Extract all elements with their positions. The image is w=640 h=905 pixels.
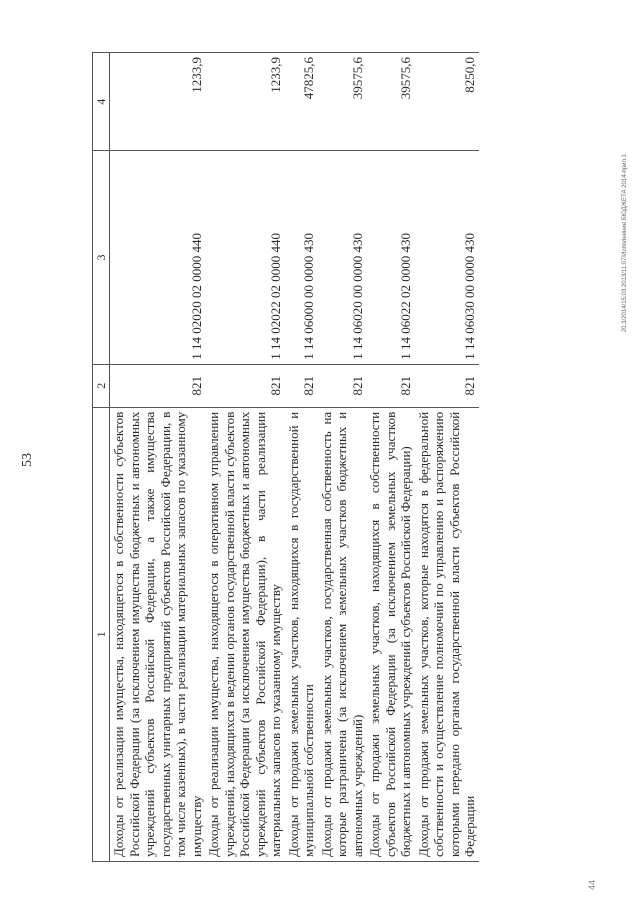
header-col-2: 2 bbox=[93, 364, 110, 407]
row-admin-code: 821 bbox=[415, 364, 479, 407]
row-budget-code: 1 14 06022 02 0000 430 bbox=[366, 151, 415, 364]
row-admin-code: 821 bbox=[318, 364, 367, 407]
row-budget-code: 1 14 02022 02 0000 440 bbox=[205, 151, 285, 364]
table-row bbox=[415, 53, 479, 862]
rotated-page-content bbox=[92, 52, 628, 862]
row-name: Доходы от реализации имущества, находящегося в оперативном управлении учреждений, находящихся в ведении органов государственной власти субъектов Российской Федерации (за исключением имущества бюджетных и автономных учреждений субъектов Российской Федерации), в части реализации материальных запасов по указанному имуществу bbox=[205, 407, 285, 861]
row-amount: 1233,9 bbox=[110, 53, 206, 151]
corner-mark: 44 bbox=[587, 879, 598, 891]
row-amount: 8250,0 bbox=[415, 53, 479, 151]
row-admin-code: 821 bbox=[110, 364, 206, 407]
row-budget-code: 1 14 06030 00 0000 430 bbox=[415, 151, 479, 364]
row-amount: 39575,6 bbox=[366, 53, 415, 151]
row-admin-code: 821 bbox=[285, 364, 318, 407]
header-col-4: 4 bbox=[93, 53, 110, 151]
row-name: Доходы от продажи земельных участков, находящихся в собственности субъектов Российской Федерации (за исключением земельных участков бюджетных и автономных учреждений субъектов Российской Федерации) bbox=[366, 407, 415, 861]
row-budget-code: 1 14 06000 00 0000 430 bbox=[285, 151, 318, 364]
row-name: Доходы от продажи земельных участков, находящихся в государственной и муниципальной собственности bbox=[285, 407, 318, 861]
row-name: Доходы от реализации имущества, находящегося в собственности субъектов Российской Федерации (за исключением имущества бюджетных и автономных учреждений субъектов Российской Федерации, а также имущества государственных унитарных предприятий субъектов Российской Федерации, в том числе казенных), в части реализации материальных запасов по указанному имуществу bbox=[110, 407, 206, 861]
row-amount: 1233,9 bbox=[205, 53, 285, 151]
table-row bbox=[318, 53, 367, 862]
table-row bbox=[285, 53, 318, 862]
footer-file-note: 20.3/2014/15.03.2013/11:07/Исполнение БЮДЖЕТА 2014-прил.1 bbox=[622, 154, 628, 333]
table-row bbox=[205, 53, 285, 862]
table-row bbox=[366, 53, 415, 862]
table-header-row bbox=[93, 53, 110, 862]
revenue-table bbox=[92, 52, 479, 862]
row-name: Доходы от продажи земельных участков, которые находятся в федеральной собственности и осуществление полномочий по управлению и распоряжению которыми передано органам государственной власти субъектов Российской Федерации bbox=[415, 407, 479, 861]
header-col-1: 1 bbox=[93, 407, 110, 861]
row-admin-code: 821 bbox=[366, 364, 415, 407]
row-amount: 47825,6 bbox=[285, 53, 318, 151]
row-amount: 39575,6 bbox=[318, 53, 367, 151]
row-budget-code: 1 14 02020 02 0000 440 bbox=[110, 151, 206, 364]
row-admin-code: 821 bbox=[205, 364, 285, 407]
table-row bbox=[110, 53, 206, 862]
row-name: Доходы от продажи земельных участков, государственная собственность на которые разграничена (за исключением земельных участков бюджетных и автономных учреждений) bbox=[318, 407, 367, 861]
header-col-3: 3 bbox=[93, 151, 110, 364]
row-budget-code: 1 14 06020 00 0000 430 bbox=[318, 151, 367, 364]
page-number: 53 bbox=[20, 453, 35, 467]
